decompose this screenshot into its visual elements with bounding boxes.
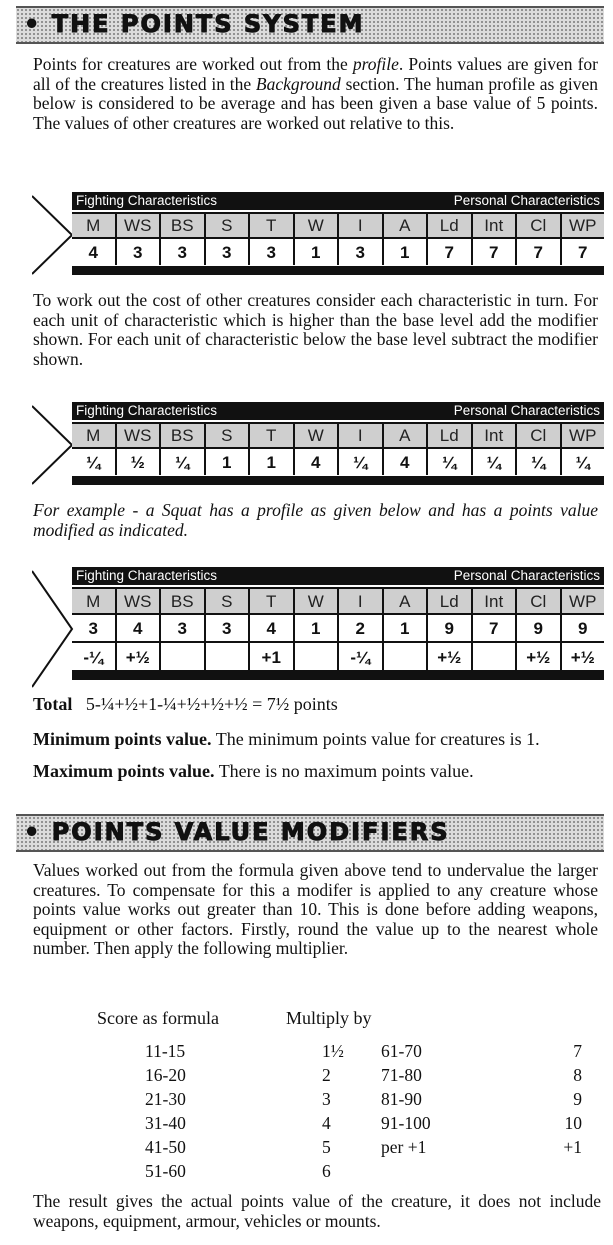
intro-text: . Points values are given for all of the creatures listed in the — [33, 54, 598, 94]
table-cell: ¼ — [473, 449, 518, 475]
table-header — [72, 567, 604, 585]
table-cell: 1 — [295, 615, 340, 641]
table-cell: 1 — [384, 615, 429, 641]
table-cell: A — [384, 424, 429, 449]
intro-profile-term: profile — [352, 54, 399, 74]
table-footer-bar — [72, 266, 604, 275]
fighting-label: Fighting Characteristics — [76, 403, 218, 418]
table-cell: W — [295, 214, 340, 239]
table-cell: ¼ — [517, 449, 562, 475]
maximum-points-line — [33, 761, 474, 782]
table-cell: Ld — [428, 589, 473, 615]
table-cell: 3 — [250, 239, 295, 265]
table-cell: 7 — [473, 615, 518, 641]
modifier-table — [32, 402, 604, 488]
intro-text: section. The human profile as given below is considered to be average and has been given a base value of 5 points. The values of other creatures are worked out relative to this. — [33, 73, 598, 133]
section-heading: • THE POINTS SYSTEM — [24, 10, 365, 38]
table-cell: Int — [473, 214, 518, 239]
characteristic-names-row — [72, 587, 604, 615]
multiplier-value: 8 — [573, 1065, 582, 1085]
table-cell: W — [295, 424, 340, 449]
table-cell: WS — [117, 589, 162, 615]
table-cell: M — [72, 214, 117, 239]
table-cell: Int — [473, 424, 518, 449]
table-cell: T — [250, 214, 295, 239]
table-cell: Ld — [428, 424, 473, 449]
table-cell: ½ — [117, 449, 162, 475]
table-cell: BS — [161, 214, 206, 239]
table-cell: I — [339, 589, 384, 615]
table-cell: ¼ — [339, 449, 384, 475]
table-header — [72, 192, 604, 210]
multiply-column-header: Multiply by — [286, 1008, 372, 1028]
table-cell: 3 — [161, 615, 206, 641]
table-cell: 4 — [72, 239, 117, 265]
squat-profile-table — [32, 567, 604, 691]
characteristic-names-row — [72, 422, 604, 449]
table-cell: S — [206, 424, 251, 449]
table-cell: 4 — [117, 615, 162, 641]
table-cell: Cl — [517, 589, 562, 615]
table-cell — [206, 643, 251, 671]
minimum-label: Minimum points value. — [33, 729, 212, 749]
table-header — [72, 402, 604, 420]
table-cell: 3 — [206, 615, 251, 641]
table-cell: 3 — [206, 239, 251, 265]
personal-label: Personal Characteristics — [453, 403, 600, 418]
table-cell: ¼ — [72, 449, 117, 475]
table-cell: WP — [569, 216, 597, 235]
cost-paragraph: To work out the cost of other creatures consider each characteristic in turn. For each unit of characteristic which is higher than the base level add the modifier shown. For each unit of characteristic below the base level subtract the modifier shown. — [33, 290, 598, 369]
table-cell: 4 — [295, 449, 340, 475]
table-cell — [161, 643, 206, 671]
multiplier-range: 31-40 — [145, 1113, 186, 1133]
multiplier-range: per +1 — [381, 1137, 427, 1157]
characteristic-names-row — [72, 212, 604, 239]
intro-text: Points for creatures are worked out from the — [33, 54, 353, 74]
multiplier-range: 11-15 — [145, 1041, 186, 1061]
table-cell: 1 — [250, 449, 295, 475]
modifier-values-row — [72, 447, 604, 475]
table-cell: 4 — [384, 449, 429, 475]
table-cell: I — [339, 214, 384, 239]
multiplier-range: 71-80 — [381, 1065, 422, 1085]
multiplier-value: 3 — [322, 1089, 331, 1109]
table-cell: 7 — [578, 243, 588, 262]
modifiers-paragraph: Values worked out from the formula given above tend to undervalue the larger creatures. To compensate for this a modifer is applied to any creature whose points value works out greater than 10. This is done before adding weapons, equipment or other factors. Firstly, round the value up to the nearest whole number. Then apply the following multiplier. — [33, 860, 598, 958]
multiplier-value: 10 — [564, 1113, 582, 1133]
table-cell: I — [339, 424, 384, 449]
minimum-text: The minimum points value for creatures is 1. — [211, 729, 540, 749]
table-cell: Cl — [517, 214, 562, 239]
minimum-points-line — [33, 729, 540, 750]
table-cell: +½ — [570, 648, 595, 667]
table-cell: ¼ — [575, 453, 590, 472]
multiplier-range: 21-30 — [145, 1089, 186, 1109]
table-cell: BS — [161, 424, 206, 449]
table-cell: 1 — [295, 239, 340, 265]
table-cell: W — [295, 589, 340, 615]
table-cell: 9 — [428, 615, 473, 641]
multiplier-value: 2 — [322, 1065, 331, 1085]
result-paragraph: The result gives the actual points value of the creature, it does not include weapons, equipment, armour, vehicles or mounts. — [33, 1191, 601, 1231]
human-profile-table — [32, 192, 604, 278]
section-banner-points-system — [16, 6, 604, 44]
human-values-row — [72, 237, 604, 265]
table-bracket-icon — [32, 567, 76, 691]
table-cell: Int — [473, 589, 518, 615]
table-cell: WP — [569, 592, 597, 611]
section-heading: • POINTS VALUE MODIFIERS — [24, 818, 450, 846]
example-squat: Squat — [161, 500, 202, 520]
table-cell: BS — [161, 589, 206, 615]
table-cell: 7 — [473, 239, 518, 265]
table-cell: S — [206, 589, 251, 615]
total-label: Total — [33, 694, 73, 714]
multiplier-range: 51-60 — [145, 1161, 186, 1181]
multiplier-range: 61-70 — [381, 1041, 422, 1061]
example-text: For example - a — [33, 500, 162, 520]
table-cell: T — [250, 424, 295, 449]
table-footer-bar — [72, 476, 604, 485]
multiplier-value: 9 — [573, 1089, 582, 1109]
table-cell: +½ — [517, 643, 562, 671]
table-bracket-icon — [32, 192, 76, 278]
table-cell: A — [384, 214, 429, 239]
maximum-text: There is no maximum points value. — [214, 761, 474, 781]
table-cell: 3 — [72, 615, 117, 641]
table-cell: WS — [117, 214, 162, 239]
fighting-label: Fighting Characteristics — [76, 568, 218, 583]
multiplier-range: 81-90 — [381, 1089, 422, 1109]
multiplier-range: 16-20 — [145, 1065, 186, 1085]
table-cell: WS — [117, 424, 162, 449]
table-cell — [384, 643, 429, 671]
maximum-label: Maximum points value. — [33, 761, 215, 781]
squat-values-row — [72, 613, 604, 641]
table-cell: 3 — [161, 239, 206, 265]
personal-label: Personal Characteristics — [453, 193, 600, 208]
table-cell: A — [384, 589, 429, 615]
table-cell: 9 — [517, 615, 562, 641]
table-cell: ¼ — [428, 449, 473, 475]
table-cell: +1 — [250, 643, 295, 671]
multiplier-range: 91-100 — [381, 1113, 431, 1133]
table-cell: WP — [569, 426, 597, 445]
squat-modifier-row — [72, 641, 604, 671]
fighting-label: Fighting Characteristics — [76, 193, 218, 208]
total-line — [33, 694, 338, 715]
example-paragraph — [33, 501, 598, 540]
table-footer-bar — [72, 670, 604, 680]
table-cell: 1 — [384, 239, 429, 265]
table-cell: S — [206, 214, 251, 239]
table-cell: 9 — [578, 619, 588, 638]
table-cell — [295, 643, 340, 671]
section-banner-modifiers — [16, 814, 604, 852]
table-cell: -¼ — [339, 643, 384, 671]
multiplier-value: +1 — [563, 1137, 582, 1157]
table-cell: ¼ — [161, 449, 206, 475]
table-cell: 2 — [339, 615, 384, 641]
intro-background-term: Background — [255, 73, 341, 94]
multiplier-value: 1½ — [322, 1041, 344, 1061]
table-cell: M — [72, 589, 117, 615]
personal-label: Personal Characteristics — [453, 568, 600, 583]
table-cell: -¼ — [72, 643, 117, 671]
table-cell: 3 — [339, 239, 384, 265]
intro-paragraph — [33, 55, 598, 133]
table-cell: 7 — [517, 239, 562, 265]
table-cell: 7 — [428, 239, 473, 265]
multiplier-value: 5 — [322, 1137, 331, 1157]
multiplier-value: 7 — [573, 1041, 582, 1061]
table-cell: +½ — [117, 643, 162, 671]
table-cell: Ld — [428, 214, 473, 239]
table-cell — [473, 643, 518, 671]
table-cell: T — [250, 589, 295, 615]
total-formula: 5-¼+½+1-¼+½+½+½ = 7½ points — [85, 694, 338, 714]
table-cell: 1 — [206, 449, 251, 475]
table-cell: 4 — [250, 615, 295, 641]
table-cell: Cl — [517, 424, 562, 449]
score-column-header: Score as formula — [97, 1008, 219, 1028]
example-text: has a profile as given below and has a points value modified as indicated. — [33, 500, 598, 540]
table-cell: 3 — [117, 239, 162, 265]
table-cell: +½ — [428, 643, 473, 671]
table-bracket-icon — [32, 402, 76, 488]
multiplier-value: 4 — [322, 1113, 331, 1133]
multiplier-range: 41-50 — [145, 1137, 186, 1157]
multiplier-value: 6 — [322, 1161, 331, 1181]
table-cell: M — [72, 424, 117, 449]
